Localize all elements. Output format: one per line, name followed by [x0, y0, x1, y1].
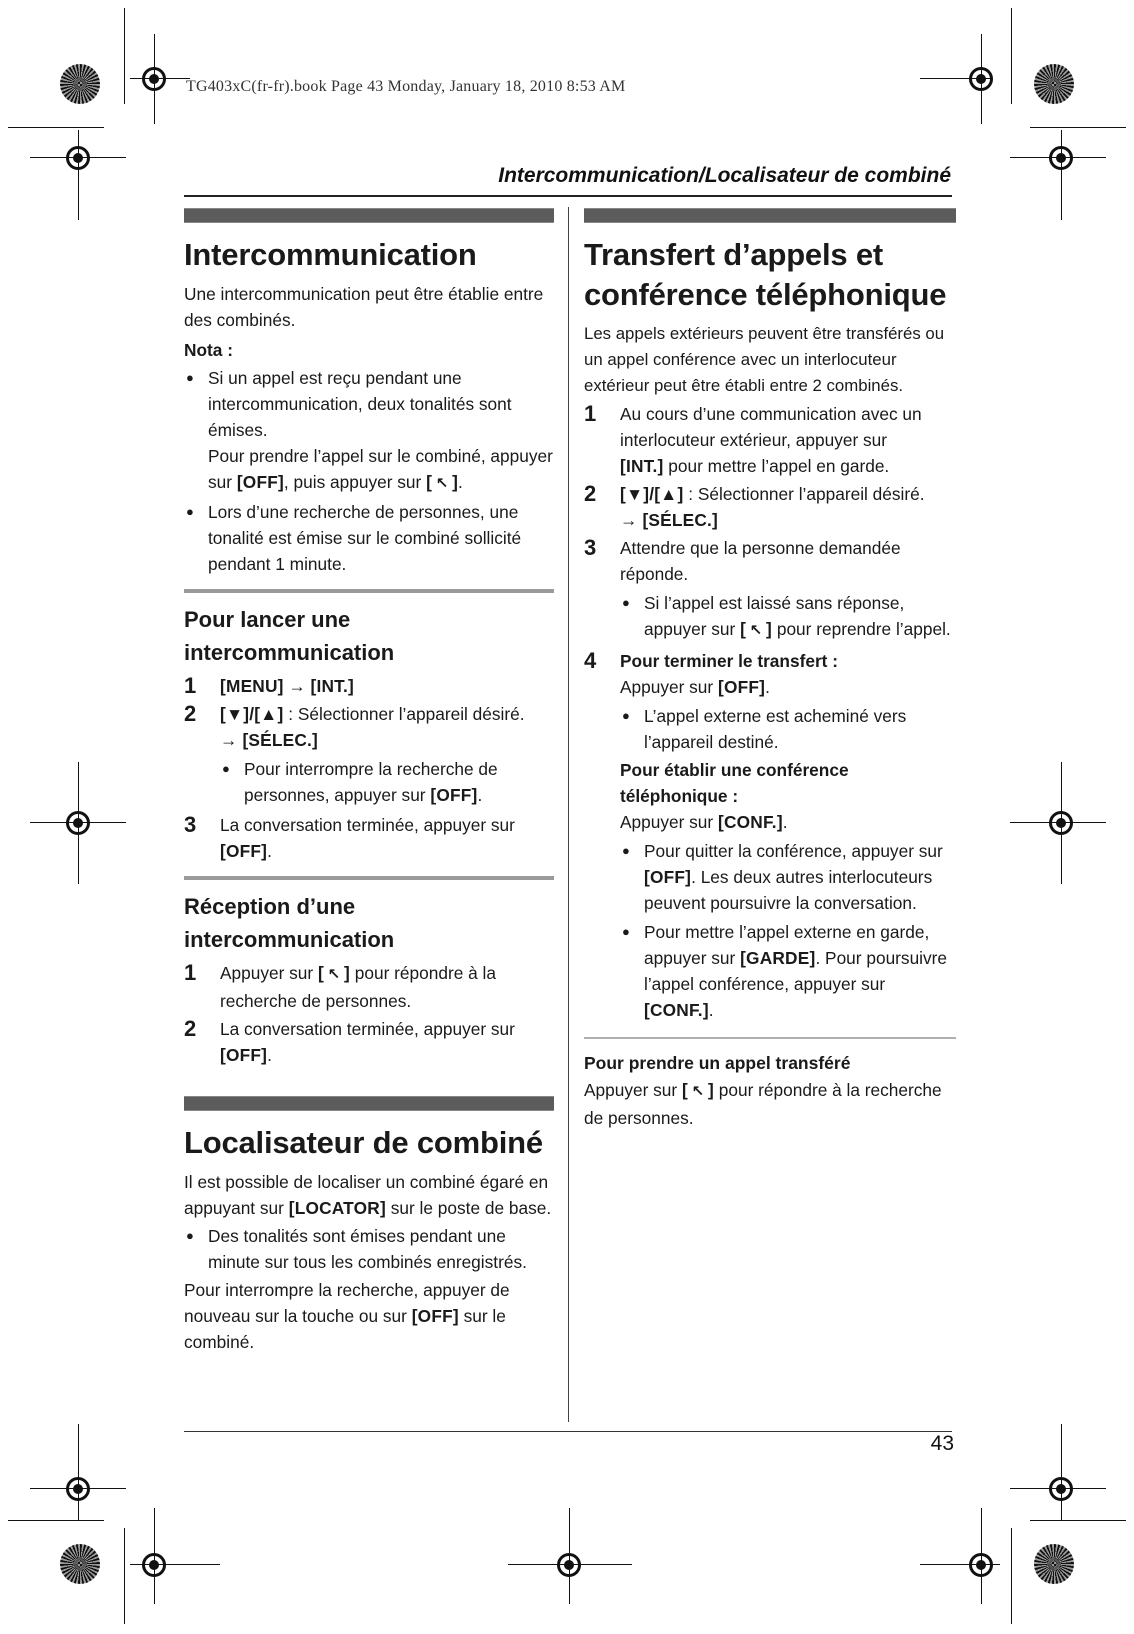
navigation-keys: [▼]/[▲] [620, 484, 684, 504]
step [184, 673, 554, 699]
crop-line [981, 34, 982, 124]
step: 4 Pour terminer le transfert : Appuyer sur [OFF]. ● L’appel externe est acheminé vers l’appareil destiné. Pour établir une conférence téléphonique : Appuyer sur [CONF.]. ● Pour quitter la conférence, appuyer sur [OFF]. Les deux autres interlocuteurs peuvent poursuivre la conversation. ● Pour mettre l’appel externe en garde, appuyer sur [GARDE]. Pour poursuivre l’appel conférence, appuyer sur [CONF.]. [584, 648, 956, 1025]
off-key: [OFF] [411, 1306, 459, 1326]
crop-line [569, 1508, 570, 1604]
step-bullet: ● Pour interrompre la recherche de personnes, appuyer sur [OFF]. [220, 756, 554, 808]
crop-line [1061, 1424, 1062, 1520]
note-text: Si un appel est reçu pendant une intercommunication, deux tonalités sont émises. [208, 368, 512, 440]
step: 3 La conversation terminée, appuyer sur [OFF]. [184, 812, 554, 864]
note-bullet: ● Si un appel est reçu pendant une intercommunication, deux tonalités sont émises. Pour prendre l’appel sur le combiné, appuyer sur [OFF], puis appuyer sur [ ↖ ]. [184, 365, 554, 497]
step-number: 4 [584, 648, 597, 673]
step-text: : Sélectionner l’appareil désiré. [283, 704, 525, 724]
locator-intro: Il est possible de localiser un combiné égaré en appuyant sur [LOCATOR] sur le poste de base. [184, 1172, 552, 1218]
talk-key: [ ↖ ] [740, 619, 772, 639]
note-bullet [184, 499, 554, 577]
receive-title: Réception d’une intercommunication [184, 894, 395, 952]
locator-stop: Pour interrompre la recherche, appuyer de nouveau sur la touche ou sur [OFF] sur le combiné. [184, 1280, 510, 1352]
step: 1 Au cours d’une communication avec un interlocuteur extérieur, appuyer sur [INT.] pour mettre l’appel en garde. [584, 401, 956, 479]
step-number: 2 [584, 481, 597, 506]
select-key: → [SÉLEC.] [620, 510, 719, 530]
crop-line [124, 1528, 125, 1624]
step-title: Pour terminer le transfert : [620, 651, 838, 671]
subsection-rule [584, 1037, 956, 1039]
intercom-title: Intercommunication [184, 237, 477, 272]
conference-title: Pour établir une conférence téléphonique : [620, 760, 849, 806]
talk-key: [ ↖ ] [318, 963, 350, 983]
garde-key: [GARDE] [740, 948, 816, 968]
int-key: [INT.] [620, 456, 664, 476]
arrow: → [283, 676, 311, 696]
crop-line [1030, 127, 1126, 128]
color-wheel-icon [60, 1544, 100, 1584]
page-number: 43 [930, 1432, 954, 1455]
note-text: Lors d’une recherche de personnes, une tonalité est émise sur le combiné sollicité pendant 1 minute. [208, 502, 522, 574]
crop-line [8, 1520, 104, 1521]
off-key: [OFF] [430, 785, 478, 805]
locator-title: Localisateur de combiné [184, 1125, 543, 1160]
color-wheel-icon [1034, 64, 1074, 104]
crop-line [154, 1508, 155, 1604]
conf-key: [CONF.] [644, 1000, 709, 1020]
crop-line [154, 34, 155, 124]
note-label: Nota : [184, 340, 233, 360]
section-bar [184, 1096, 554, 1111]
launch-title: Pour lancer une intercommunication [184, 607, 395, 665]
right-column [584, 208, 956, 1131]
step: 2 [▼]/[▲] : Sélectionner l’appareil désiré. → [SÉLEC.] [584, 481, 956, 533]
step-number: 3 [584, 535, 597, 560]
off-key: [OFF] [220, 1045, 268, 1065]
header-rule [184, 195, 952, 197]
step-bullet: ● L’appel externe est acheminé vers l’appareil destiné. [620, 703, 956, 755]
conf-key: [CONF.] [718, 812, 783, 832]
step-bullet: ● Pour quitter la conférence, appuyer sur [OFF]. Les deux autres interlocuteurs peuvent poursuivre la conversation. [620, 838, 956, 916]
crop-line [1011, 1528, 1012, 1624]
subsection-rule [184, 876, 554, 880]
crop-line [8, 127, 104, 128]
crop-line [78, 1424, 79, 1520]
handset-icon: ↖ [327, 966, 341, 983]
column-separator [568, 207, 569, 1422]
off-key: [OFF] [644, 867, 692, 887]
step: 3 Attendre que la personne demandée réponde. ● Si l’appel est laissé sans réponse, appuyer sur [ ↖ ] pour reprendre l’appel. [584, 535, 956, 646]
crop-line [78, 762, 79, 884]
running-header: Intercommunication/Localisateur de combiné [498, 164, 951, 187]
step-number: 1 [584, 401, 597, 426]
crop-line [1011, 8, 1012, 104]
step: 1 Appuyer sur [ ↖ ] pour répondre à la recherche de personnes. [184, 960, 554, 1014]
crop-line [78, 130, 79, 220]
talk-key: [ ↖ ] [682, 1080, 714, 1100]
take-title: Pour prendre un appel transféré [584, 1053, 851, 1073]
step-bullet: ● Pour mettre l’appel externe en garde, appuyer sur [GARDE]. Pour poursuivre l’appel conférence, appuyer sur [CONF.]. [620, 919, 956, 1023]
crop-line [981, 1508, 982, 1604]
intercom-intro: Une intercommunication peut être établie entre des combinés. [184, 284, 544, 330]
crop-line [1061, 762, 1062, 884]
crop-line [1030, 1520, 1126, 1521]
off-key: [OFF] [236, 472, 284, 492]
take-text: Appuyer sur [ ↖ ] pour répondre à la recherche de personnes. [584, 1080, 942, 1128]
menu-key: [MENU] [220, 676, 284, 696]
step-number: 1 [184, 960, 197, 985]
crop-line [1061, 130, 1062, 220]
section-bar [584, 208, 956, 223]
note-text: , puis appuyer sur [283, 472, 422, 492]
locator-bullet: ● Des tonalités sont émises pendant une minute sur tous les combinés enregistrés. [184, 1223, 554, 1275]
step-number: 3 [184, 812, 197, 837]
step: 2 La conversation terminée, appuyer sur [OFF]. [184, 1016, 554, 1068]
subsection-rule [184, 589, 554, 593]
step-number: 2 [184, 1016, 197, 1041]
off-key: [OFF] [220, 841, 268, 861]
handset-icon: ↖ [691, 1083, 705, 1100]
step-bullet: ● Si l’appel est laissé sans réponse, appuyer sur [ ↖ ] pour reprendre l’appel. [620, 590, 956, 644]
talk-key: [ ↖ ] [426, 472, 458, 492]
off-key: [OFF] [718, 677, 766, 697]
crop-line [124, 8, 125, 104]
int-key: [INT.] [310, 676, 354, 696]
print-slug: TG403xC(fr-fr).book Page 43 Monday, January 18, 2010 8:53 AM [186, 78, 626, 95]
handset-icon: ↖ [435, 475, 449, 492]
handset-icon: ↖ [749, 622, 763, 639]
step-number: 1 [184, 673, 197, 698]
color-wheel-icon [60, 64, 100, 104]
section-bar [184, 208, 554, 223]
footer-rule [184, 1431, 952, 1432]
select-key: → [SÉLEC.] [220, 730, 319, 750]
left-column [184, 208, 554, 1355]
note-text: Pour prendre l’appel sur le combiné, appuyer sur [208, 446, 553, 492]
navigation-keys: [▼]/[▲] [220, 704, 284, 724]
locator-key: [LOCATOR] [288, 1198, 386, 1218]
step-number: 2 [184, 701, 197, 726]
step [184, 701, 554, 810]
color-wheel-icon [1034, 1544, 1074, 1584]
transfer-title: Transfert d’appels et conférence téléphonique [584, 237, 947, 312]
transfer-intro: Les appels extérieurs peuvent être transférés ou un appel conférence avec un interlocuteur extérieur peut être établi entre 2 combinés. [584, 324, 945, 395]
